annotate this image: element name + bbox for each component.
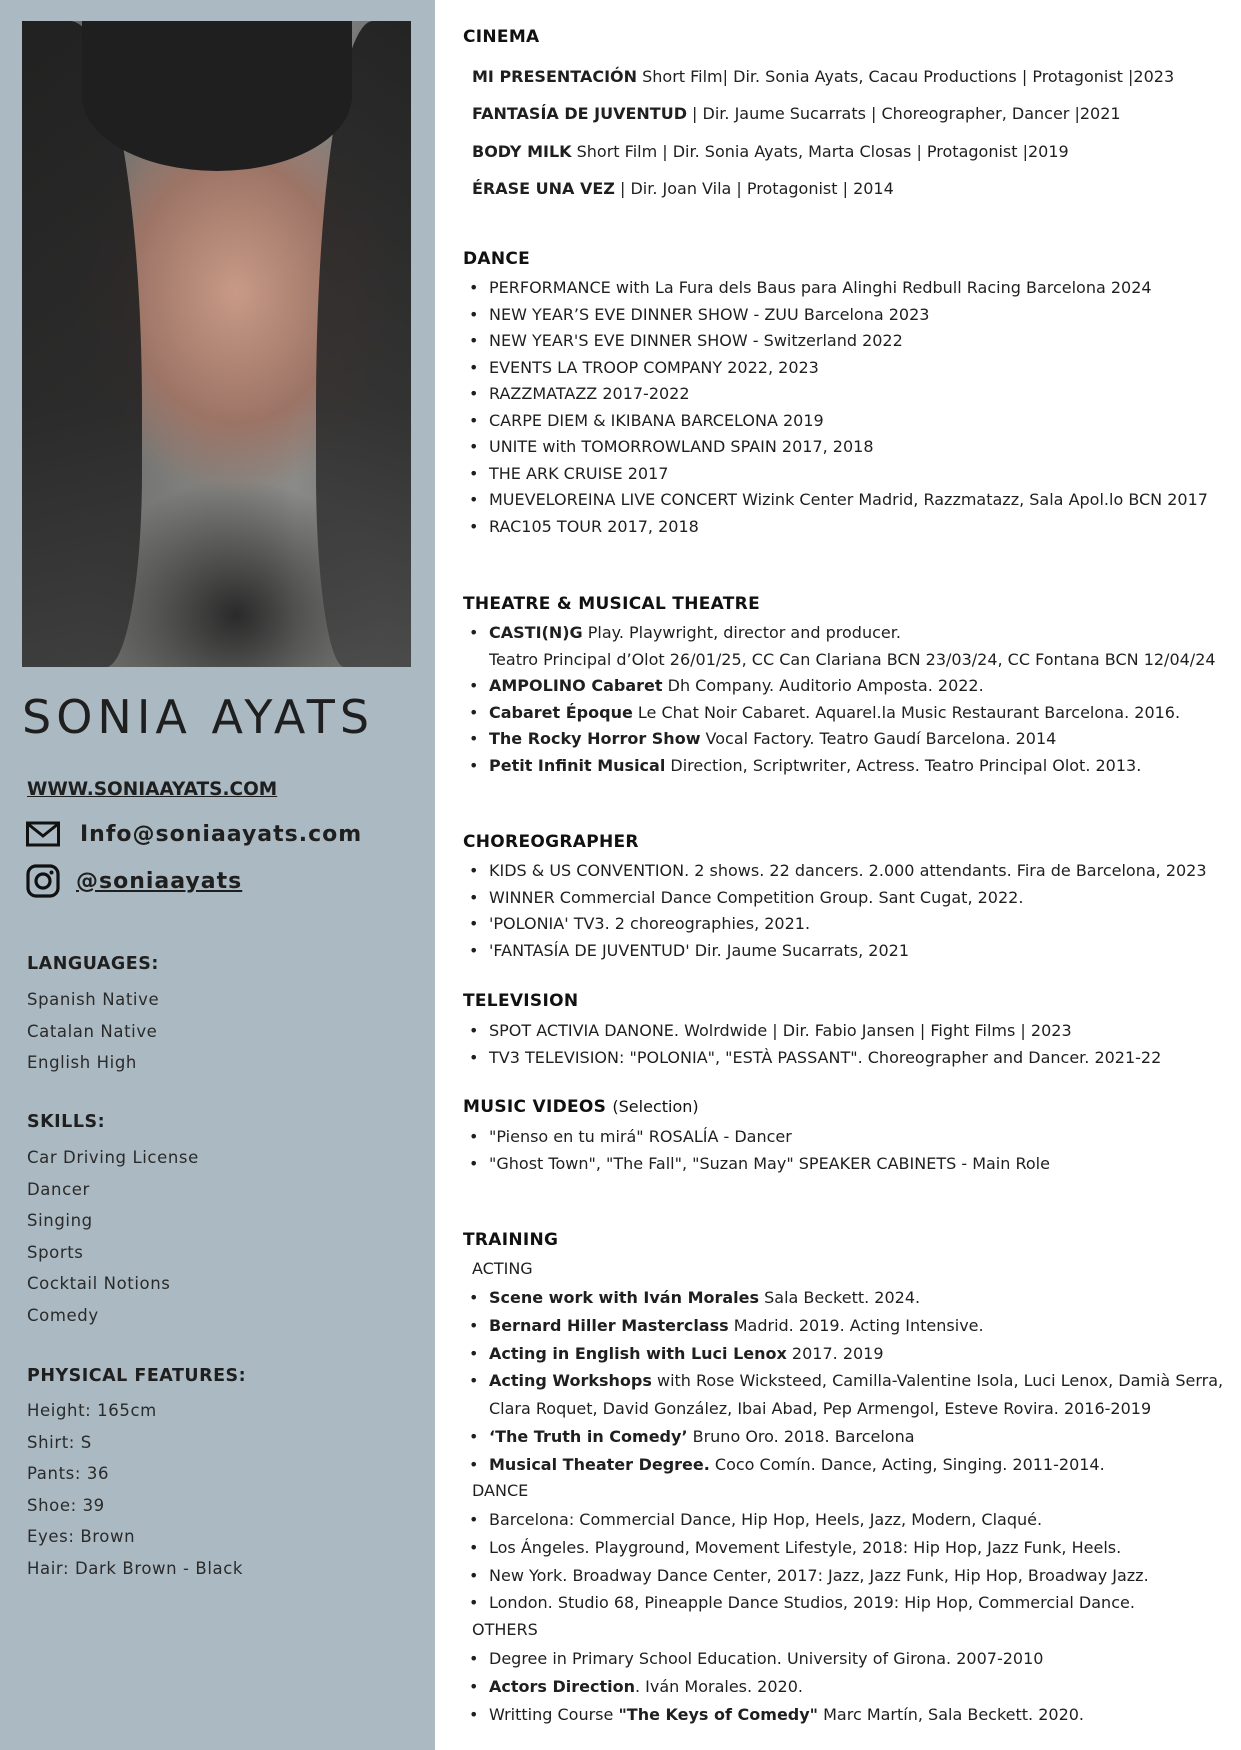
list-item: • Bernard Hiller Masterclass Madrid. 2019. Acting Intensive. <box>463 1312 1223 1340</box>
list-item: • EVENTS LA TROOP COMPANY 2022, 2023 <box>463 355 1208 382</box>
training-dance-list <box>463 1506 1149 1617</box>
list-item: • CASTI(N)G Play. Playwright, director and producer. <box>463 620 1216 647</box>
list-item: • NEW YEAR’S EVE DINNER SHOW - ZUU Barcelona 2023 <box>463 302 1208 329</box>
cinema-heading: CINEMA <box>463 27 540 47</box>
profile-photo <box>22 21 411 667</box>
list-item: • THE ARK CRUISE 2017 <box>463 461 1208 488</box>
training-acting-label: ACTING <box>472 1259 533 1278</box>
training-dance-label: DANCE <box>472 1481 529 1500</box>
choreographer-list <box>463 858 1207 964</box>
list-item: Spanish Native <box>27 990 160 1009</box>
list-item: • Degree in Primary School Education. University of Girona. 2007-2010 <box>463 1645 1084 1673</box>
list-item: • CARPE DIEM & IKIBANA BARCELONA 2019 <box>463 408 1208 435</box>
list-item: • 'FANTASÍA DE JUVENTUD' Dir. Jaume Sucarrats, 2021 <box>463 938 1207 965</box>
instagram-icon <box>26 864 60 898</box>
list-item: • RAC105 TOUR 2017, 2018 <box>463 514 1208 541</box>
list-item: • Acting in English with Luci Lenox 2017. 2019 <box>463 1340 1223 1368</box>
list-item: Hair: Dark Brown - Black <box>27 1558 244 1578</box>
music-videos-subheading: (Selection) <box>612 1097 699 1116</box>
list-item: Cocktail Notions <box>27 1274 171 1294</box>
person-name: SONIA AYATS <box>22 690 375 744</box>
training-others-list <box>463 1645 1084 1728</box>
list-item: MI PRESENTACIÓN Short Film| Dir. Sonia Ayats, Cacau Productions | Protagonist |2023 <box>472 67 1175 86</box>
list-item: • "Ghost Town", "The Fall", "Suzan May" SPEAKER CABINETS - Main Role <box>463 1151 1050 1178</box>
list-item: • 'POLONIA' TV3. 2 choreographies, 2021. <box>463 911 1207 938</box>
website-link[interactable]: WWW.SONIAAYATS.COM <box>27 779 278 800</box>
email-text[interactable]: Info@soniaayats.com <box>80 821 363 847</box>
list-item: Car Driving License <box>27 1148 199 1167</box>
list-item: ÉRASE UNA VEZ | Dir. Joan Vila | Protagonist | 2014 <box>472 178 894 198</box>
choreographer-heading: CHOREOGRAPHER <box>463 832 639 852</box>
languages-list <box>27 984 159 1079</box>
email-row[interactable] <box>26 820 362 848</box>
instagram-row[interactable] <box>26 864 242 898</box>
physical-heading: PHYSICAL FEATURES: <box>27 1366 247 1386</box>
list-item: • New York. Broadway Dance Center, 2017: Jazz, Jazz Funk, Hip Hop, Broadway Jazz. <box>463 1562 1149 1590</box>
mail-icon <box>26 820 60 848</box>
instagram-handle[interactable]: @soniaayats <box>76 868 243 894</box>
list-item: • KIDS & US CONVENTION. 2 shows. 22 dancers. 2.000 attendants. Fira de Barcelona, 2023 <box>463 858 1207 885</box>
physical-list <box>27 1395 243 1585</box>
skills-list <box>27 1142 199 1332</box>
list-item: • The Rocky Horror Show Vocal Factory. Teatro Gaudí Barcelona. 2014 <box>463 726 1216 753</box>
list-item: • Petit Infinit Musical Direction, Scriptwriter, Actress. Teatro Principal Olot. 2013. <box>463 753 1216 780</box>
list-item: Height: 165cm <box>27 1401 157 1420</box>
list-item: BODY MILK Short Film | Dir. Sonia Ayats, Marta Closas | Protagonist |2019 <box>472 141 1069 161</box>
list-item: Shirt: S <box>27 1432 92 1452</box>
list-item: • Musical Theater Degree. Coco Comín. Dance, Acting, Singing. 2011-2014. <box>463 1451 1223 1479</box>
list-item: Pants: 36 <box>27 1464 110 1484</box>
list-item: Sports <box>27 1242 84 1262</box>
list-item: • MUEVELOREINA LIVE CONCERT Wizink Center Madrid, Razzmatazz, Sala Apol.lo BCN 2017 <box>463 487 1208 514</box>
list-item: Eyes: Brown <box>27 1527 136 1547</box>
music-videos-list <box>463 1124 1050 1177</box>
list-item: • TV3 TELEVISION: "POLONIA", "ESTÀ PASSANT". Choreographer and Dancer. 2021-22 <box>463 1045 1161 1072</box>
cinema-list <box>472 58 1174 207</box>
languages-heading: LANGUAGES: <box>27 954 159 974</box>
music-videos-heading: MUSIC VIDEOS (Selection) <box>463 1097 699 1117</box>
television-heading: TELEVISION <box>463 991 579 1011</box>
list-item: Dancer <box>27 1179 90 1199</box>
list-item-continuation: Clara Roquet, David González, Ibai Abad, Pep Armengol, Esteve Rovira. 2016-2019 <box>489 1399 1152 1419</box>
training-others-label: OTHERS <box>472 1620 538 1639</box>
list-item: Shoe: 39 <box>27 1495 105 1515</box>
list-item: • "Pienso en tu mirá" ROSALÍA - Dancer <box>463 1124 1050 1151</box>
list-item: • UNITE with TOMORROWLAND SPAIN 2017, 2018 <box>463 434 1208 461</box>
list-item: Singing <box>27 1211 93 1231</box>
list-item: • Acting Workshops with Rose Wicksteed, Camilla-Valentine Isola, Luci Lenox, Damià Serra, <box>463 1367 1223 1395</box>
photo-hair-top <box>82 21 352 171</box>
sidebar <box>0 0 435 1750</box>
list-item: • PERFORMANCE with La Fura dels Baus para Alinghi Redbull Racing Barcelona 2024 <box>463 275 1208 302</box>
list-item: • Los Ángeles. Playground, Movement Lifestyle, 2018: Hip Hop, Jazz Funk, Heels. <box>463 1534 1149 1562</box>
dance-list <box>463 275 1208 540</box>
list-item: • AMPOLINO Cabaret Dh Company. Auditorio Amposta. 2022. <box>463 673 1216 700</box>
list-item: • WINNER Commercial Dance Competition Group. Sant Cugat, 2022. <box>463 885 1207 912</box>
list-item: FANTASÍA DE JUVENTUD | Dir. Jaume Sucarrats | Choreographer, Dancer |2021 <box>472 104 1121 124</box>
theatre-list <box>463 620 1216 779</box>
list-item: • Cabaret Époque Le Chat Noir Cabaret. Aquarel.la Music Restaurant Barcelona. 2016. <box>463 700 1216 727</box>
dance-heading: DANCE <box>463 249 531 269</box>
list-item-continuation: Teatro Principal d’Olot 26/01/25, CC Can Clariana BCN 23/03/24, CC Fontana BCN 12/04/24 <box>489 649 1216 669</box>
skills-heading: SKILLS: <box>27 1112 106 1132</box>
training-heading: TRAINING <box>463 1230 559 1250</box>
theatre-heading: THEATRE & MUSICAL THEATRE <box>463 594 760 614</box>
training-acting-list <box>463 1284 1223 1479</box>
list-item: • SPOT ACTIVIA DANONE. Wolrdwide | Dir. Fabio Jansen | Fight Films | 2023 <box>463 1018 1161 1045</box>
list-item: • Barcelona: Commercial Dance, Hip Hop, Heels, Jazz, Modern, Claqué. <box>463 1506 1149 1534</box>
list-item: Catalan Native <box>27 1021 158 1041</box>
list-item: • Writting Course "The Keys of Comedy" Marc Martín, Sala Beckett. 2020. <box>463 1701 1084 1729</box>
list-item: • Actors Direction. Iván Morales. 2020. <box>463 1673 1084 1701</box>
list-item: Comedy <box>27 1305 99 1325</box>
television-list <box>463 1018 1161 1071</box>
list-item: • RAZZMATAZZ 2017-2022 <box>463 381 1208 408</box>
list-item: • ‘The Truth in Comedy’ Bruno Oro. 2018. Barcelona <box>463 1423 1223 1451</box>
list-item: • NEW YEAR'S EVE DINNER SHOW - Switzerland 2022 <box>463 328 1208 355</box>
list-item: • London. Studio 68, Pineapple Dance Studios, 2019: Hip Hop, Commercial Dance. <box>463 1589 1149 1617</box>
list-item: English High <box>27 1053 137 1073</box>
list-item: • Scene work with Iván Morales Sala Beckett. 2024. <box>463 1284 1223 1312</box>
